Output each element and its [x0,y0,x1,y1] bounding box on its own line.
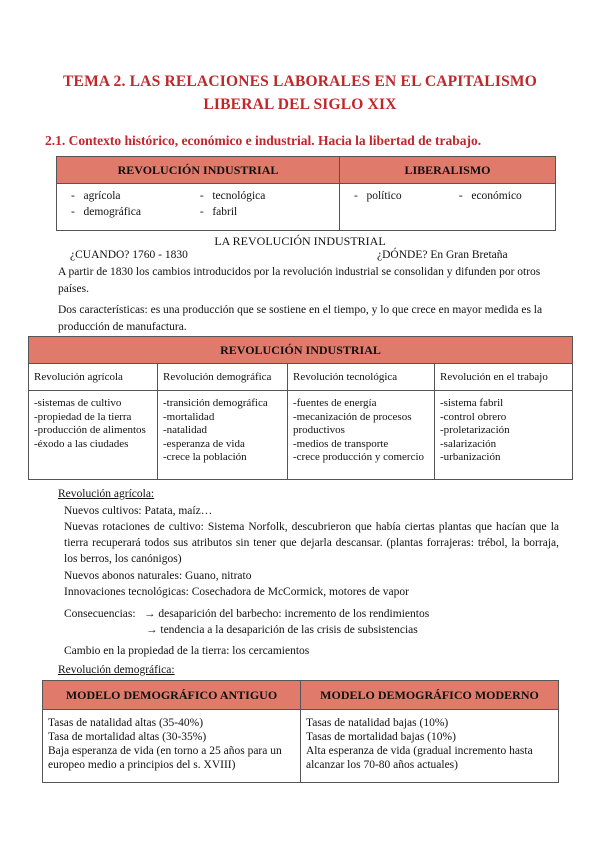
list-item: -natalidad [163,424,207,436]
consequences-label: Consecuencias: [64,608,136,620]
col-agricola: Revolución agrícola [29,364,158,391]
list-item: Alta esperanza de vida (gradual incremento hasta alcanzar los 70-80 años actuales) [306,745,533,771]
list-item: -mortalidad [163,410,215,423]
cell-demografica [158,391,288,480]
list-item: -control obrero [440,410,507,423]
dash: - [199,206,204,218]
list-item: -propiedad de la tierra [34,410,132,423]
col-tecnologica: Revolución tecnológica [288,364,435,391]
list-item: -sistema fabril [440,397,504,409]
item-tecnologica: tecnológica [212,190,266,202]
when-question: ¿CUANDO? 1760 - 1830 [70,249,188,261]
crop-rotation: Nuevas rotaciones de cultivo: Sistema Norfolk, descubrieron que había ciertas plantas que hacían que la tierra recuperará todos sus atributos sin tener que dejarla descansar. (plantas forrajeras: trébol, la borraja, los berros, los canónigos) [64,521,559,565]
fertilizers: Nuevos abonos naturales: Guano, nitrato [64,570,252,582]
consequence-1: → desaparición del barbecho: incremento de los rendimientos [144,608,430,620]
list-item: -salarización [440,437,497,450]
revolution-table [28,336,573,480]
list-item: Tasas de natalidad bajas (10%) [306,717,449,729]
consequence-2: → tendencia a la desaparición de las crisis de subsistencias [146,624,418,636]
cell-trabajo [435,391,573,480]
item-economico: económico [471,190,522,202]
dash: - [199,190,204,202]
dash: - [354,190,358,202]
overview-table [56,156,556,231]
list-item: -transición demográfica [163,397,268,409]
item-agricola: agrícola [83,190,121,202]
list-item: -mecanización de procesos productivos [293,410,412,436]
agricultural-heading: Revolución agrícola: [58,488,155,500]
old-model-header: MODELO DEMOGRÁFICO ANTIGUO [43,681,301,710]
item-politico: político [366,190,402,202]
intro-paragraph-2: Dos características: es una producción que se sostiene en el tiempo, y lo que crece en mayor medida es la producción de manufactura. [58,304,543,333]
dash: - [458,190,463,202]
overview-header-liberalism: LIBERALISMO [340,157,556,184]
land-ownership-change: Cambio en la propiedad de la tierra: los cercamientos [64,645,310,657]
list-item: -fuentes de energía [293,397,377,409]
overview-header-industrial: REVOLUCIÓN INDUSTRIAL [57,157,340,184]
demographic-heading: Revolución demográfica: [58,664,175,676]
item-demografica: demográfica [83,206,141,218]
industrial-revolution-heading: LA REVOLUCIÓN INDUSTRIAL [214,234,386,248]
overview-liberalism-cell [340,184,556,231]
overview-industrial-cell [57,184,340,231]
tech-innovations: Innovaciones tecnológicas: Cosechadora de McCormick, motores de vapor [64,586,409,598]
intro-paragraph-1: A partir de 1830 los cambios introducidos por la revolución industrial se consolidan y difunden por otros países. [58,266,541,295]
list-item: -esperanza de vida [163,437,245,450]
revolution-table-header: REVOLUCIÓN INDUSTRIAL [29,337,573,364]
list-item: -medios de transporte [293,437,389,450]
dash: - [71,190,75,202]
list-item: Baja esperanza de vida (en torno a 25 años para un europeo medio a principios del s. XVIII) [48,745,282,771]
list-item: -crece la población [163,451,247,463]
list-item: Tasas de mortalidad bajas (10%) [306,731,456,743]
list-item: -sistemas de cultivo [34,397,122,409]
section-heading: 2.1. Contexto histórico, económico e industrial. Hacia la libertad de trabajo. [45,133,482,148]
list-item: -éxodo a las ciudades [34,437,129,450]
list-item: -urbanización [440,451,501,463]
col-trabajo: Revolución en el trabajo [435,364,573,391]
where-question: ¿DÓNDE? En Gran Bretaña [377,249,508,261]
new-crops: Nuevos cultivos: Patata, maíz… [64,505,213,517]
list-item: Tasas de natalidad altas (35-40%) [48,717,204,729]
item-fabril: fabril [212,206,238,218]
list-item: -producción de alimentos [34,424,146,436]
cell-agricola [29,391,158,480]
old-model-cell [43,710,301,783]
list-item: Tasa de mortalidad altas (30-35%) [48,731,207,743]
page-title: TEMA 2. LAS RELACIONES LABORALES EN EL CAPITALISMO LIBERAL DEL SIGLO XIX [63,73,537,113]
cell-tecnologica [288,391,435,480]
dash: - [71,206,75,218]
col-demografica: Revolución demográfica [158,364,288,391]
demographic-table [42,680,559,783]
list-item: -proletarización [440,424,510,436]
list-item: -crece producción y comercio [293,451,425,463]
new-model-header: MODELO DEMOGRÁFICO MODERNO [301,681,559,710]
new-model-cell [301,710,559,783]
